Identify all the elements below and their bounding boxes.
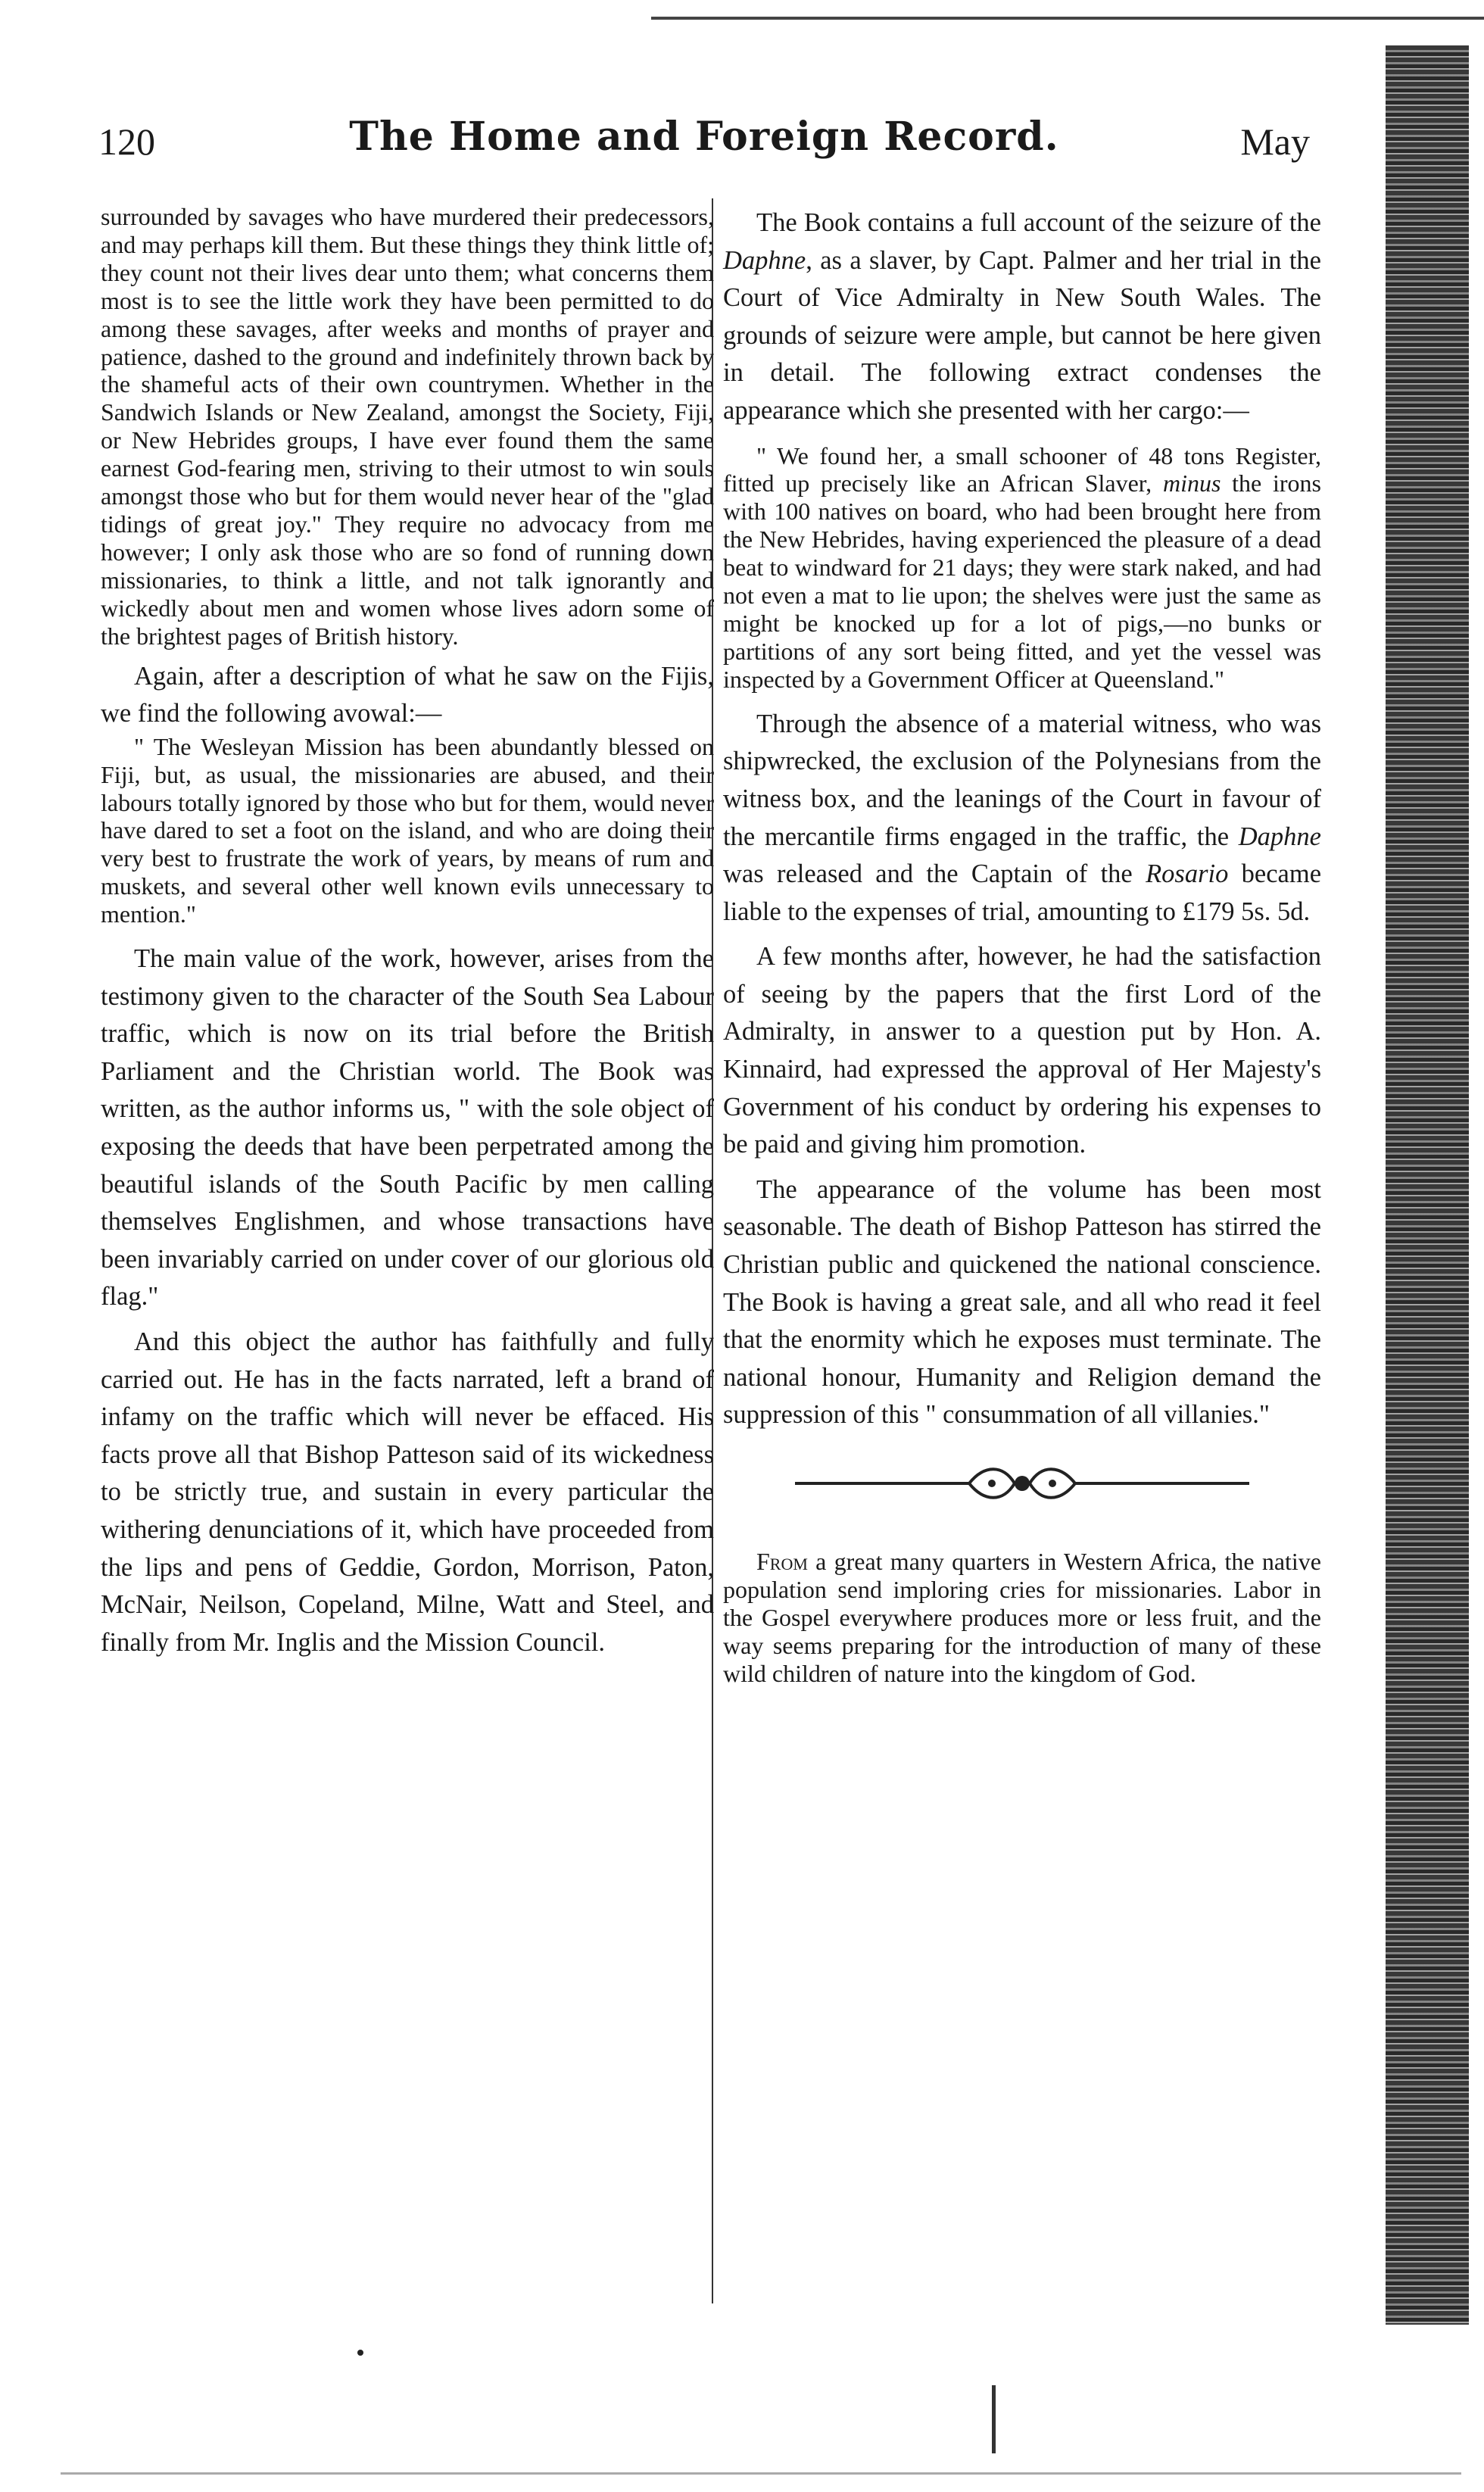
ornamental-divider-icon	[787, 1457, 1257, 1510]
page-edge-shadow	[1386, 45, 1469, 2325]
paragraph: From a great many quarters in Western Africa, the native population send imploring cries for missionaries. Labor in the Gospel everywhere produces more or less fruit, and the way seems preparing for the introduction of many of these wild children of nature into the kingdom of God.	[723, 1548, 1321, 1687]
paragraph: The appearance of the volume has been most seasonable. The death of Bishop Patteson has stirred the Christian public and quickened the national conscience. The Book is having a great sale, and all who read it feel that the enormity which he exposes must terminate. The national honour, Humanity and Religion demand the suppression of this " consummation of all villanies."	[723, 1174, 1321, 1430]
page-bottom-edge	[61, 2472, 1461, 2475]
print-mark	[992, 2385, 996, 2453]
print-speck	[357, 2350, 363, 2356]
quote-block: " The Wesleyan Mission has been abundantly blessed on Fiji, but, as usual, the missionaries are abused, and their labours totally ignored by those who but for them, would never have dared to set a foot on the island, and who are doing their very best to frustrate the work of years, by means of rum and muskets, and several other well known evils unnecessary to mention."	[101, 732, 714, 928]
quote-continuation: surrounded by savages who have murdered their predecessors, and may perhaps kill them. But these things they think little of; they count not their lives dear unto them; what concerns them most is to see the little work they have been permitted to do among these savages, after weeks and months of prayer and patience, dashed to the ground and indefinitely thrown back by the shameful acts of their own countrymen. Whether in the Sandwich Islands or New Zealand, amongst the Society, Fiji, or New Hebrides groups, I have ever found them the same earnest God-fearing men, striving to their utmost to win souls amongst those who but for them would never hear of the "glad tidings of great joy." They require no advocacy from me however; I only ask those who are so fond of running down missionaries, to think a little, and not talk ignorantly and wickedly about men and women whose lives adorn some of the brightest pages of British history.	[101, 203, 714, 650]
page-header	[98, 114, 1310, 189]
right-column	[723, 204, 1321, 1688]
paragraph: And this object the author has faithfully and fully carried out. He has in the facts narrated, left a brand of infamy on the traffic which will never be effaced. His facts prove all that Bishop Patteson said of its wickedness to be strictly true, and sustain in every particular the withering denunciations of it, which have proceeded from the lips and pens of Geddie, Gordon, Morrison, Paton, McNair, Neilson, Copeland, Milne, Watt and Steel, and finally from Mr. Inglis and the Mission Council.	[101, 1327, 714, 1657]
quote-block: " We found her, a small schooner of 48 tons Register, fitted up precisely like an African Slaver, minus the irons with 100 natives on board, who had been brought here from the New Hebrides, having experienced the pleasure of a dead beat to windward for 21 days; they were stark naked, and had not even a mat to lie upon; the shelves were just the same as might be knocked up for a lot of pigs,—no bunks or partitions of any sort being fitted, and yet the vessel was inspected by a Government Officer at Queensland."	[723, 441, 1322, 693]
issue-month: May	[1240, 120, 1310, 163]
left-column	[101, 203, 714, 1661]
paragraph: Through the absence of a material witness, who was shipwrecked, the exclusion of the Polynesians from the witness box, and the leanings of the Court in favour of the mercantile firms engaged in the traffic, the Daphne was released and the Captain of the Rosario became liable to the expenses of trial, amounting to £179 5s. 5d.	[723, 709, 1322, 926]
paragraph: The Book contains a full account of the seizure of the Daphne, as a slaver, by Capt. Palmer and her trial in the Court of Vice Admiralty in New South Wales. The grounds of seizure were ample, but cannot be here given in detail. The following extract condenses the appearance which she presented with her cargo:—	[723, 208, 1321, 425]
paragraph: A few months after, however, he had the satisfaction of seeing by the papers that the first Lord of the Admiralty, in answer to a question put by Hon. A. Kinnaird, had expressed the approval of Her Majesty's Government of his conduct by ordering his expenses to be paid and giving him promotion.	[723, 942, 1321, 1159]
paragraph: The main value of the work, however, arises from the testimony given to the character of the South Sea Labour traffic, which is now on its trial before the British Parliament and the Christian world. The Book was written, as the author informs us, " with the sole object of exposing the deeds that have been perpetrated among the beautiful islands of the South Pacific by men calling themselves Englishmen, and whose transactions have been invariably carried on under cover of our glorious old flag."	[101, 944, 714, 1311]
top-rule	[651, 17, 1484, 20]
paragraph: Again, after a description of what he saw on the Fijis, we find the following avowal:—	[101, 661, 714, 728]
page-number: 120	[98, 120, 155, 163]
running-title: The Home and Foreign Record.	[349, 114, 1059, 160]
